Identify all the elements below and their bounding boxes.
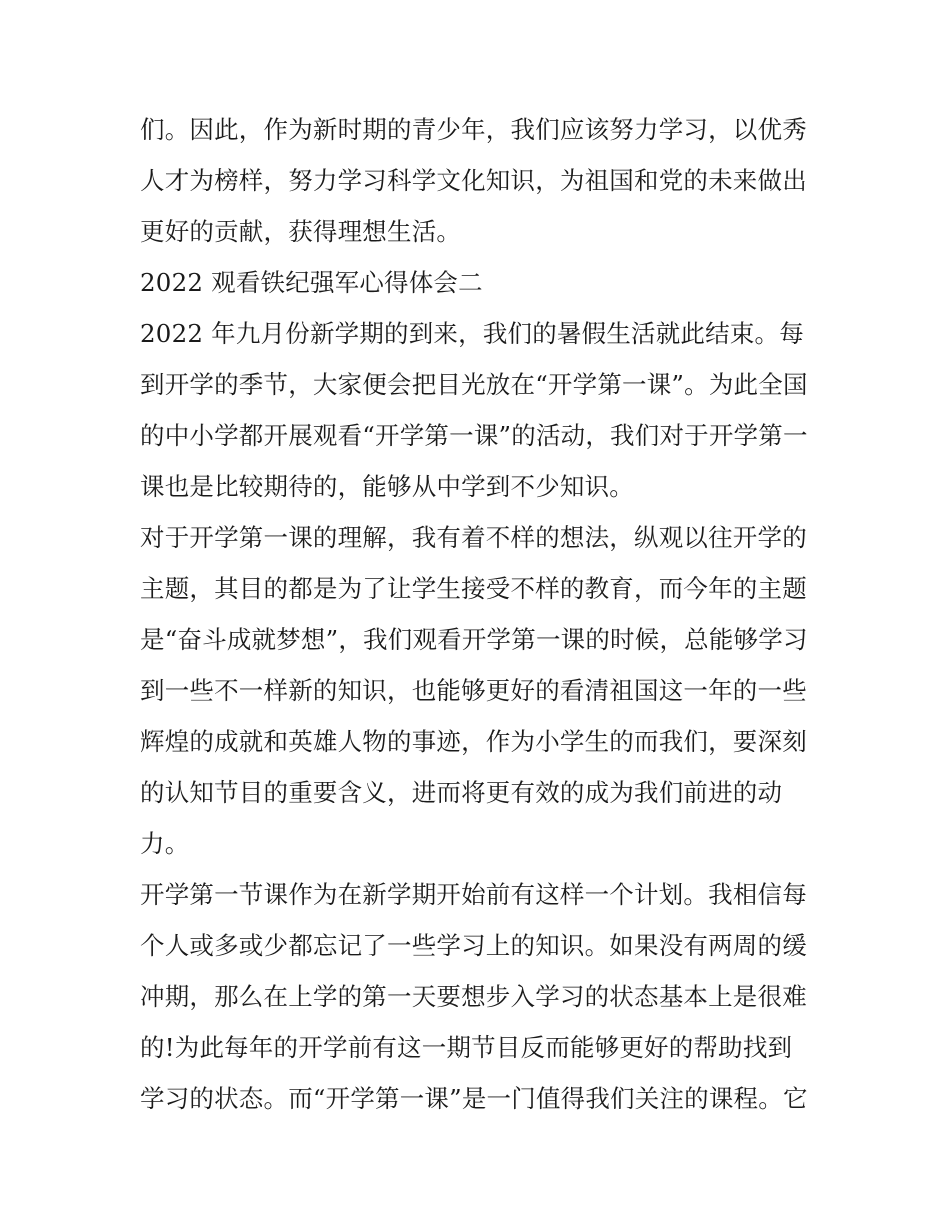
- text-line: 的认知节目的重要含义，进而将更有效的成为我们前进的动: [140, 778, 783, 807]
- text-line: 是“奋斗成就梦想”，我们观看开学第一课的时候，总能够学习: [140, 625, 808, 654]
- text-line: 对于开学第一课的理解，我有着不样的想法，纵观以往开学的: [140, 523, 807, 552]
- text-line: 2022 年九月份新学期的到来，我们的暑假生活就此结束。每: [140, 319, 804, 348]
- text-line: 们。因此，作为新时期的青少年，我们应该努力学习，以优秀: [140, 115, 807, 144]
- text-line: 力。: [140, 829, 190, 858]
- text-line: 冲期，那么在上学的第一天要想步入学习的状态基本上是很难: [140, 982, 807, 1011]
- text-line: 开学第一节课作为在新学期开始前有这样一个计划。我相信每: [140, 880, 807, 909]
- text-line: 课也是比较期待的，能够从中学到不少知识。: [140, 472, 634, 501]
- text-line: 辉煌的成就和英雄人物的事迹，作为小学生的而我们，要深刻: [140, 727, 807, 756]
- text-line: 的中小学都开展观看“开学第一课”的活动，我们对于开学第一: [140, 421, 808, 450]
- section-heading: 2022 观看铁纪强军心得体会二: [140, 268, 483, 297]
- text-line: 到一些不一样新的知识，也能够更好的看清祖国这一年的一些: [140, 676, 807, 705]
- text-line: 更好的贡献，获得理想生活。: [140, 217, 462, 246]
- text-line: 人才为榜样，努力学习科学文化知识，为祖国和党的未来做出: [140, 166, 807, 195]
- text-line: 的!为此每年的开学前有这一期节目反而能够更好的帮助找到: [140, 1033, 793, 1062]
- text-line: 主题，其目的都是为了让学生接受不样的教育，而今年的主题: [140, 574, 807, 603]
- document-body: [140, 104, 816, 1124]
- text-line: 学习的状态。而“开学第一课”是一门值得我们关注的课程。它: [140, 1084, 808, 1113]
- text-line: 个人或多或少都忘记了一些学习上的知识。如果没有两周的缓: [140, 931, 807, 960]
- text-line: 到开学的季节，大家便会把目光放在“开学第一课”。为此全国: [140, 370, 808, 399]
